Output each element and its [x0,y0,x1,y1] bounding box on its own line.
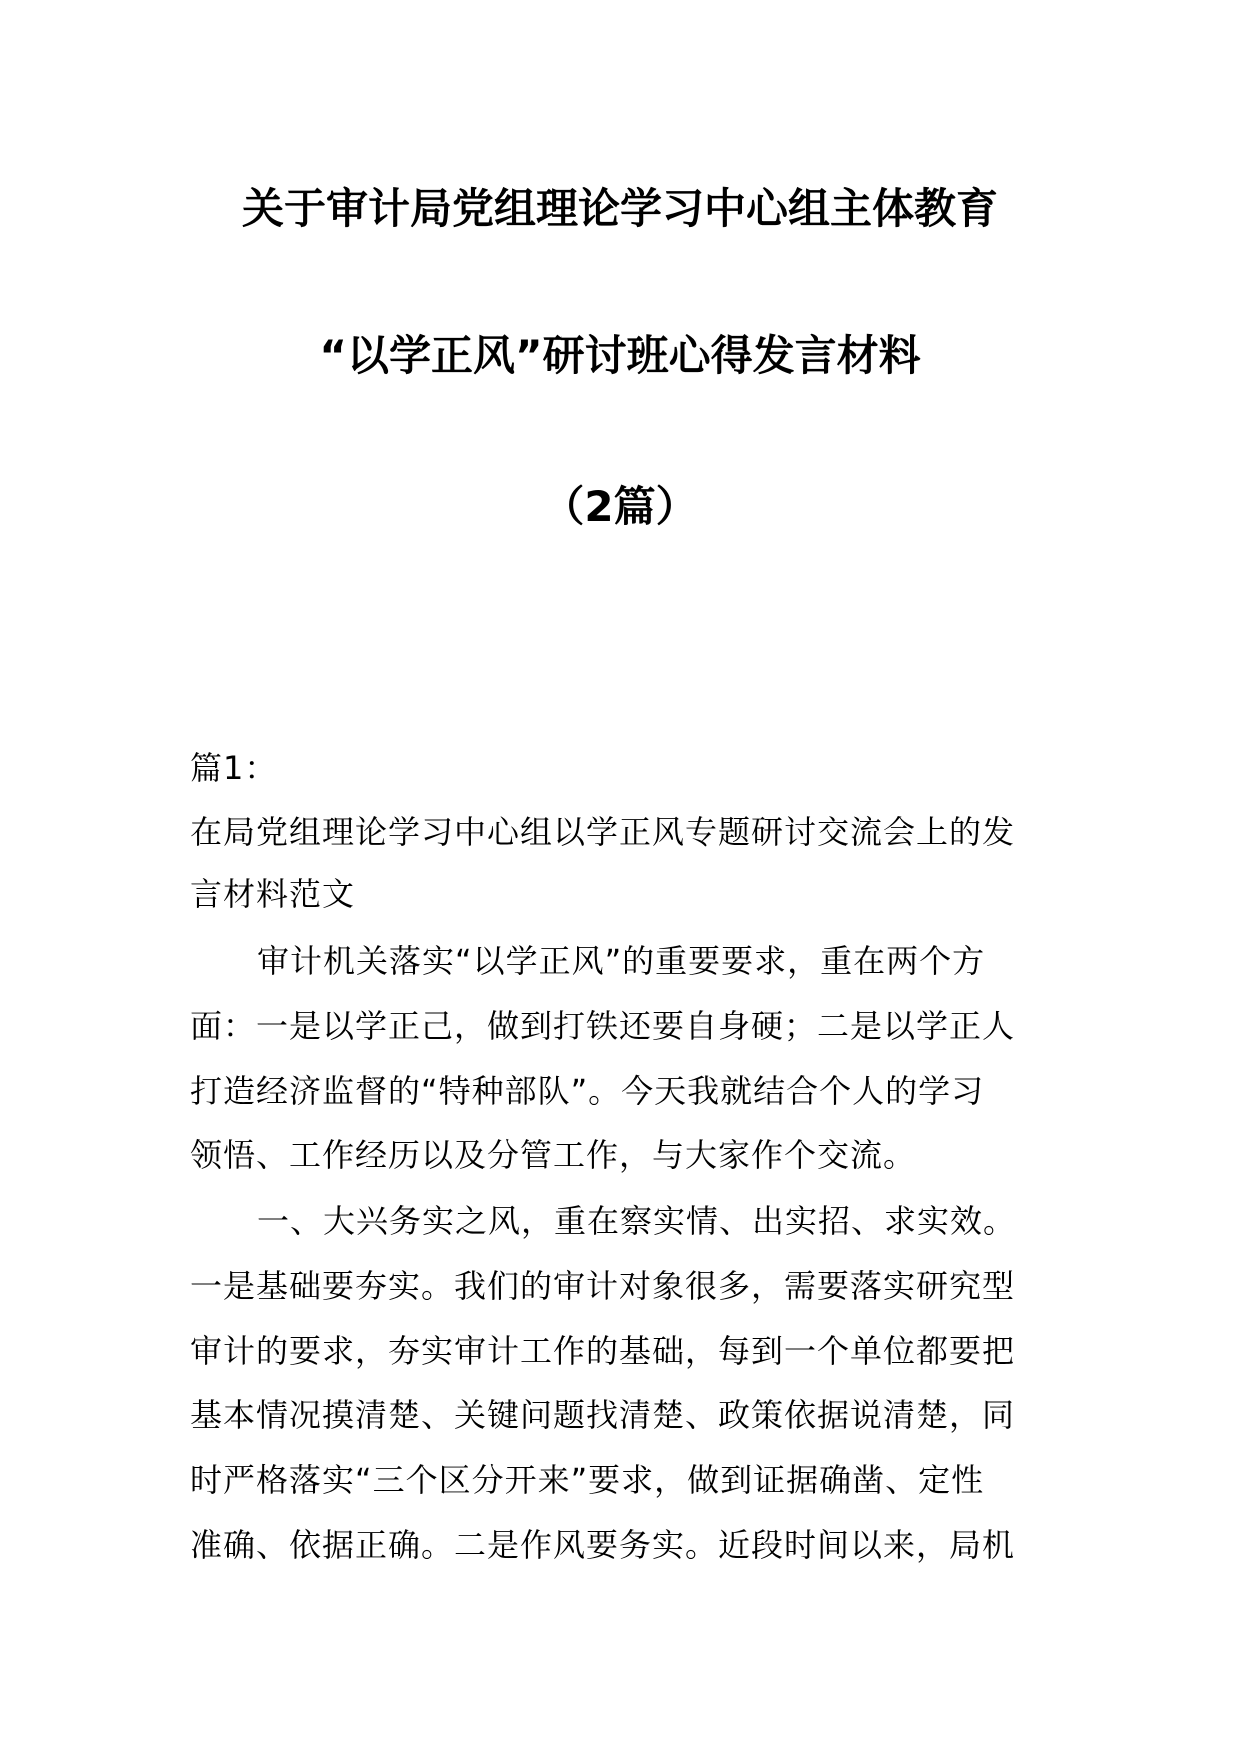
section-subtitle-line-2: 言材料范文 [190,875,356,913]
paragraph-line: 领悟、工作经历以及分管工作，与大家作个交流。 [190,1136,917,1175]
paragraph-line: 时严格落实“三个区分开来”要求，做到证据确凿、定性 [190,1461,985,1500]
document-title-line-2: “以学正风”研讨班心得发言材料 [319,331,921,380]
paragraph-section-one [190,1189,1052,1578]
paragraph-intro [190,929,1052,1188]
paragraph-line: 一、大兴务实之风，重在察实情、出实招、求实效。 [257,1202,1017,1240]
paragraph-line: 审计机关落实“以学正风”的重要要求，重在两个方 [257,942,986,980]
paragraph-line: 打造经济监督的“特种部队”。今天我就结合个人的学习 [190,1071,985,1110]
document-title-count: （2篇） [542,482,698,531]
section-label: 篇1： [190,749,278,787]
paragraph-line: 准确、依据正确。二是作风要务实。近段时间以来，局机 [190,1525,1016,1564]
paragraph-line: 面：一是以学正己，做到打铁还要自身硬；二是以学正人 [190,1006,1016,1045]
paragraph-line: 审计的要求，夯实审计工作的基础，每到一个单位都要把 [190,1331,1016,1370]
paragraph-line: 一是基础要夯实。我们的审计对象很多，需要落实研究型 [190,1266,1016,1305]
document-title-line-1: 关于审计局党组理论学习中心组主体教育 [241,184,998,233]
section-subtitle-line-1: 在局党组理论学习中心组以学正风专题研讨交流会上的发 [190,813,1016,851]
paragraph-line: 基本情况摸清楚、关键问题找清楚、政策依据说清楚，同 [190,1396,1016,1435]
